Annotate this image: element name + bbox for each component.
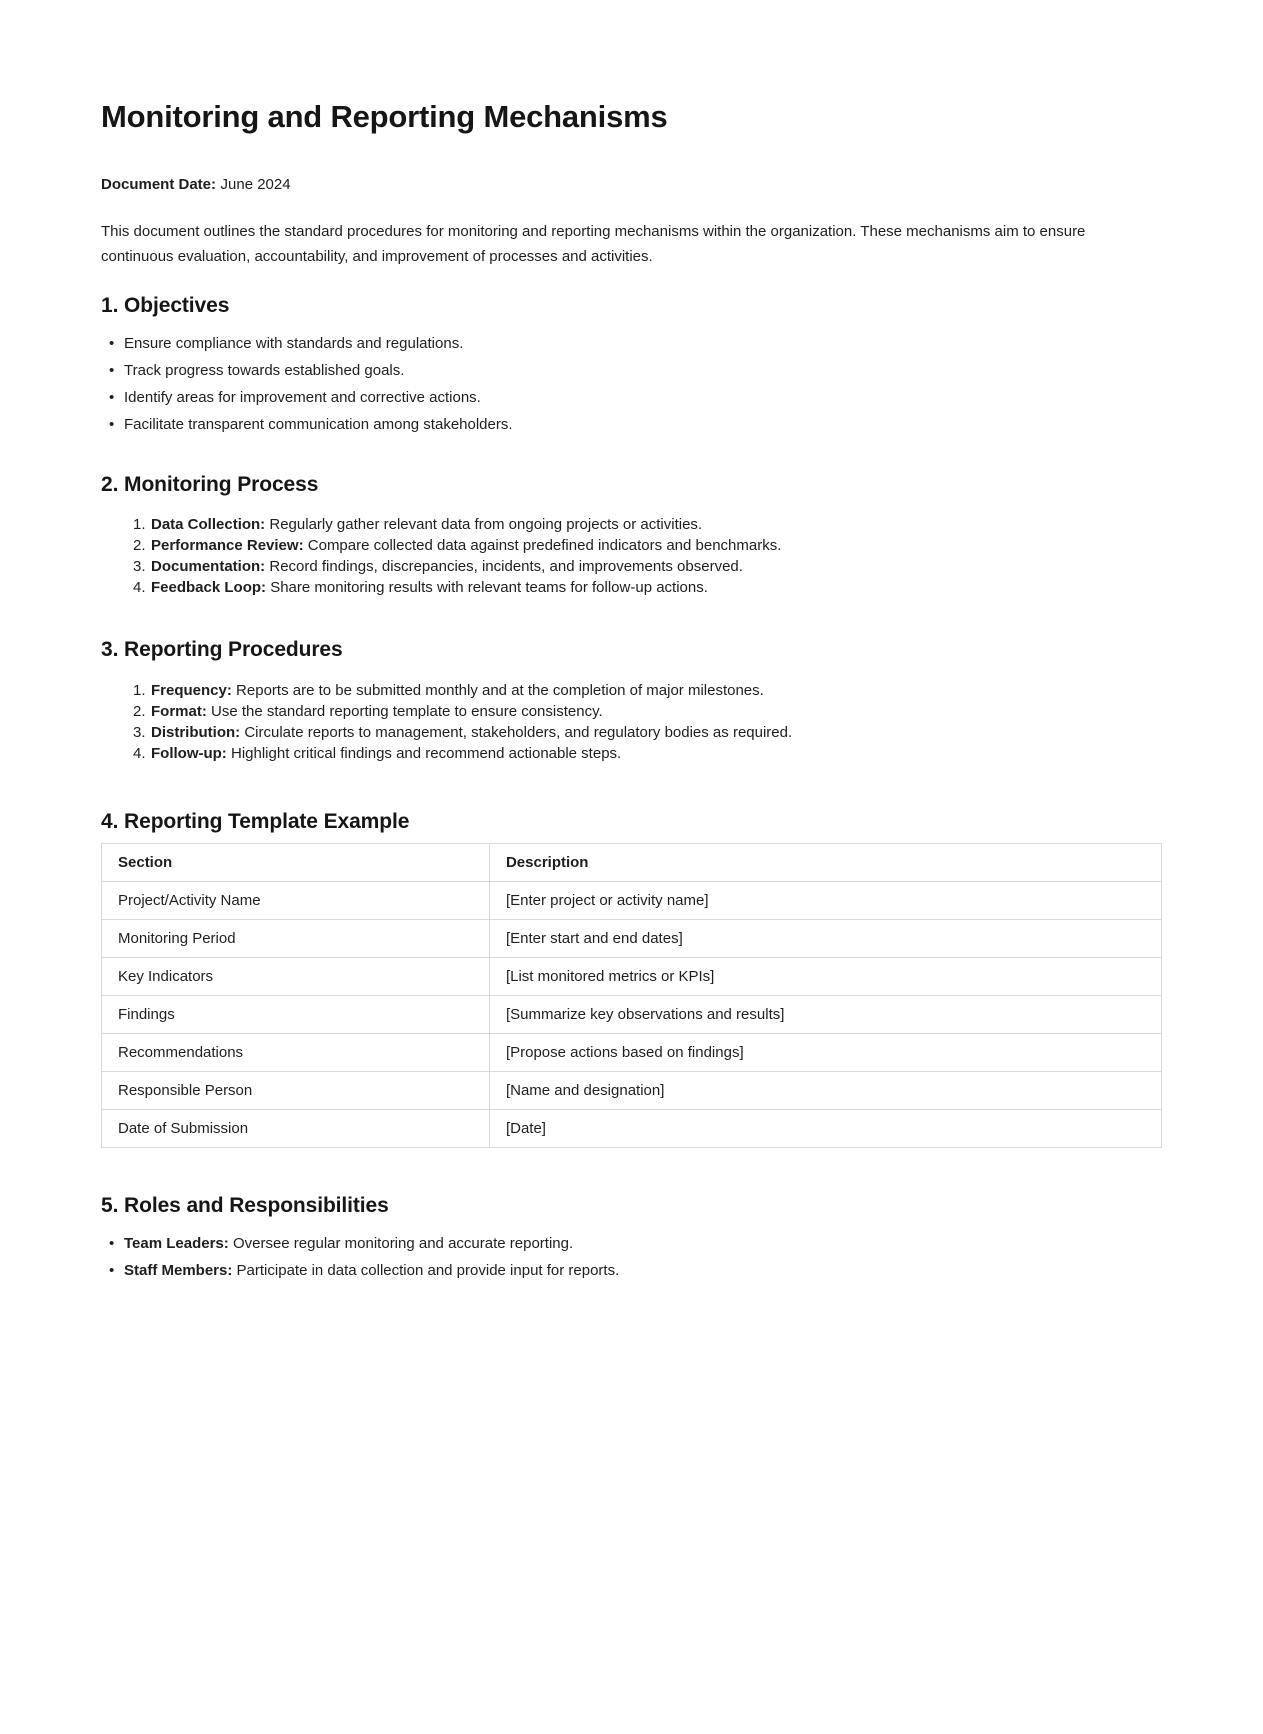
table-cell-section: Monitoring Period	[102, 919, 490, 957]
document-date-value: June 2024	[220, 175, 291, 193]
section-heading-reporting-procedures: 3. Reporting Procedures	[101, 638, 343, 662]
list-marker: 3.	[133, 558, 146, 576]
table-row	[102, 1033, 1162, 1071]
table-cell-description: [List monitored metrics or KPIs]	[489, 957, 1161, 995]
table-header-description: Description	[489, 843, 1161, 881]
list-item-term: Follow-up:	[151, 744, 227, 762]
list-item	[101, 535, 1162, 556]
section-heading-monitoring-process: 2. Monitoring Process	[101, 473, 319, 497]
list-item-text: Circulate reports to management, stakeholders, and regulatory bodies as required.	[244, 723, 793, 741]
list-item	[101, 577, 1162, 598]
reporting-template-table	[101, 843, 1162, 1148]
table-cell-section: Findings	[102, 995, 490, 1033]
list-item-term: Distribution:	[151, 723, 241, 741]
document-date	[101, 174, 1162, 195]
table-cell-description: [Summarize key observations and results]	[489, 995, 1161, 1033]
document-date-label: Document Date:	[101, 175, 217, 193]
list-marker: 3.	[133, 723, 146, 741]
table-row	[102, 995, 1162, 1033]
list-marker: 4.	[133, 744, 146, 762]
roles-list	[101, 1233, 1162, 1281]
list-marker: 2.	[133, 702, 146, 720]
table-cell-description: [Enter start and end dates]	[489, 919, 1161, 957]
table-row	[102, 919, 1162, 957]
table-row	[102, 1071, 1162, 1109]
list-item-term: Team Leaders:	[124, 1235, 229, 1253]
table-header-row	[102, 843, 1162, 881]
list-item-term: Performance Review:	[151, 537, 304, 555]
objectives-list	[101, 333, 1162, 435]
list-item	[101, 701, 1162, 722]
document-page	[101, 0, 1162, 1281]
table-row	[102, 957, 1162, 995]
section-heading-reporting-template: 4. Reporting Template Example	[101, 809, 410, 833]
page-title: Monitoring and Reporting Mechanisms	[101, 99, 668, 134]
list-item-text: Record findings, discrepancies, incidents, and improvements observed.	[269, 558, 743, 576]
list-item	[101, 514, 1162, 535]
list-item-term: Staff Members:	[124, 1262, 233, 1280]
table-cell-section: Recommendations	[102, 1033, 490, 1071]
list-item	[101, 1260, 1162, 1281]
list-item-term: Documentation:	[151, 558, 266, 576]
list-item-text: Reports are to be submitted monthly and at the completion of major milestones.	[236, 681, 764, 699]
list-item: • Track progress towards established goals.	[101, 360, 1162, 381]
table-cell-description: [Propose actions based on findings]	[489, 1033, 1161, 1071]
list-item: • Identify areas for improvement and corrective actions.	[101, 387, 1162, 408]
table-cell-description: [Date]	[489, 1109, 1161, 1147]
monitoring-process-list	[101, 514, 1162, 598]
table-row	[102, 881, 1162, 919]
reporting-procedures-list	[101, 680, 1162, 764]
table-cell-section: Responsible Person	[102, 1071, 490, 1109]
table-cell-section: Date of Submission	[102, 1109, 490, 1147]
list-item: • Ensure compliance with standards and regulations.	[101, 333, 1162, 354]
table-cell-description: [Enter project or activity name]	[489, 881, 1161, 919]
list-item-term: Feedback Loop:	[151, 579, 267, 597]
list-item-term: Format:	[151, 702, 207, 720]
list-item	[101, 680, 1162, 701]
list-marker: 4.	[133, 579, 146, 597]
table-cell-section: Key Indicators	[102, 957, 490, 995]
list-item-term: Data Collection:	[151, 516, 266, 534]
table-cell-description: [Name and designation]	[489, 1071, 1161, 1109]
list-item-text: Oversee regular monitoring and accurate reporting.	[232, 1235, 574, 1253]
list-item-text: Share monitoring results with relevant teams for follow-up actions.	[270, 579, 708, 597]
list-item	[101, 556, 1162, 577]
list-item	[101, 743, 1162, 764]
list-item	[101, 722, 1162, 743]
list-marker: 1.	[133, 516, 146, 534]
list-item-text: Use the standard reporting template to ensure consistency.	[211, 702, 603, 720]
list-item-text: Highlight critical findings and recommend actionable steps.	[231, 744, 622, 762]
section-heading-roles: 5. Roles and Responsibilities	[101, 1193, 389, 1217]
table-header-section: Section	[102, 843, 490, 881]
intro-paragraph: This document outlines the standard procedures for monitoring and reporting mechanisms within the organization. These mechanisms aim to ensure continuous evaluation, accountability, and improvement of processes and activities.	[101, 222, 1086, 266]
list-item: • Facilitate transparent communication among stakeholders.	[101, 414, 1162, 435]
list-item-text: Participate in data collection and provide input for reports.	[236, 1262, 620, 1280]
list-marker: 1.	[133, 681, 146, 699]
list-item	[101, 1233, 1162, 1254]
section-heading-objectives: 1. Objectives	[101, 293, 230, 317]
list-item-text: Regularly gather relevant data from ongoing projects or activities.	[269, 516, 703, 534]
table-row	[102, 1109, 1162, 1147]
list-marker: 2.	[133, 537, 146, 555]
table-cell-section: Project/Activity Name	[102, 881, 490, 919]
list-item-text: Compare collected data against predefined indicators and benchmarks.	[307, 537, 782, 555]
list-item-term: Frequency:	[151, 681, 232, 699]
